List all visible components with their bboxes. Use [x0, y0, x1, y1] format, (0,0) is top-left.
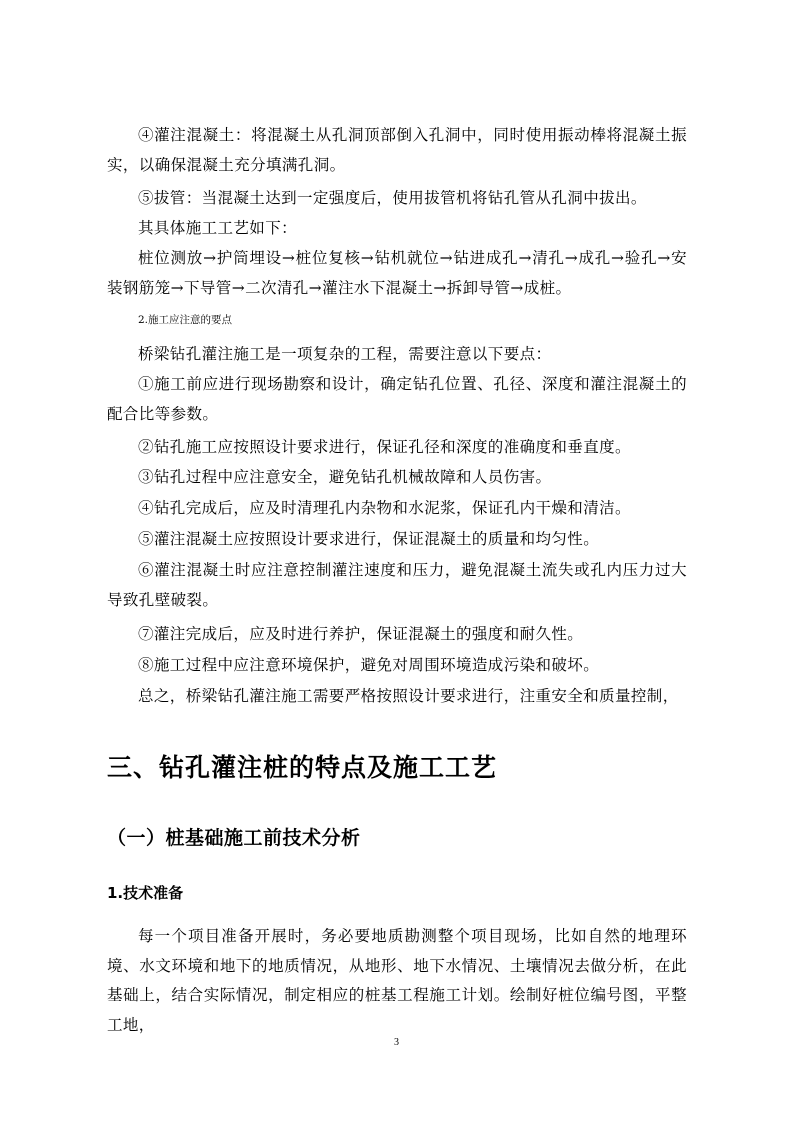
paragraph-point-5: ⑤灌注混凝土应按照设计要求进行，保证混凝土的质量和均匀性。	[138, 530, 600, 548]
paragraph-point-7: ⑦灌注完成后，应及时进行养护，保证混凝土的强度和耐久性。	[138, 625, 584, 643]
heading-technical-prep: 1.技术准备	[107, 884, 184, 902]
heading-section-3: 三、钻孔灌注桩的特点及施工工艺	[107, 753, 498, 782]
heading-subsection-1: （一）桩基础施工前技术分析	[107, 827, 361, 849]
paragraph-point-3: ③钻孔过程中应注意安全，避免钻孔机械故障和人员伤害。	[138, 468, 552, 486]
paragraph-pull-pipe: ⑤拔管：当混凝土达到一定强度后，使用拔管机将钻孔管从孔洞中拔出。	[138, 189, 647, 207]
paragraph-point-2: ②钻孔施工应按照设计要求进行，保证孔径和深度的准确度和垂直度。	[138, 438, 631, 456]
paragraph-point-8: ⑧施工过程中应注意环境保护，避免对周围环境造成污染和破坏。	[138, 656, 600, 674]
paragraph-point-1: ①施工前应进行现场勘察和设计，确定钻孔位置、孔径、深度和灌注混凝土的配合比等参数。	[107, 375, 687, 423]
subheading-key-points: 2.施工应注意的要点	[138, 314, 233, 326]
paragraph-summary: 总之，桥梁钻孔灌注施工需要严格按照设计要求进行，注重安全和质量控制，	[138, 687, 679, 705]
paragraph-technical-prep: 每一个项目准备开展时，务必要地质勘测整个项目现场，比如自然的地理环境、水文环境和地下的地质情况，从地形、地下水情况、土壤情况去做分析，在此基础上，结合实际情况，制定相应的桩基工程施工计划。绘制好桩位编号图，平整工地，	[107, 927, 687, 1035]
paragraph-pour-concrete: ④灌注混凝土：将混凝土从孔洞顶部倒入孔洞中，同时使用振动棒将混凝土振实，以确保混凝土充分填满孔洞。	[107, 126, 687, 174]
paragraph-key-points-intro: 桥梁钻孔灌注施工是一项复杂的工程，需要注意以下要点：	[138, 345, 552, 363]
paragraph-point-6: ⑥灌注混凝土时应注意控制灌注速度和压力，避免混凝土流失或孔内压力过大导致孔壁破裂。	[107, 561, 687, 609]
paragraph-process-flow: 桩位测放→护筒埋设→桩位复核→钻机就位→钻进成孔→清孔→成孔→验孔→安装钢筋笼→下导管→二次清孔→灌注水下混凝土→拆卸导管→成桩。	[107, 249, 687, 297]
paragraph-point-4: ④钻孔完成后，应及时清理孔内杂物和水泥浆，保证孔内干燥和清洁。	[138, 499, 631, 517]
paragraph-process-intro: 其具体施工工艺如下：	[138, 219, 298, 237]
page-number: 3	[394, 1037, 399, 1048]
